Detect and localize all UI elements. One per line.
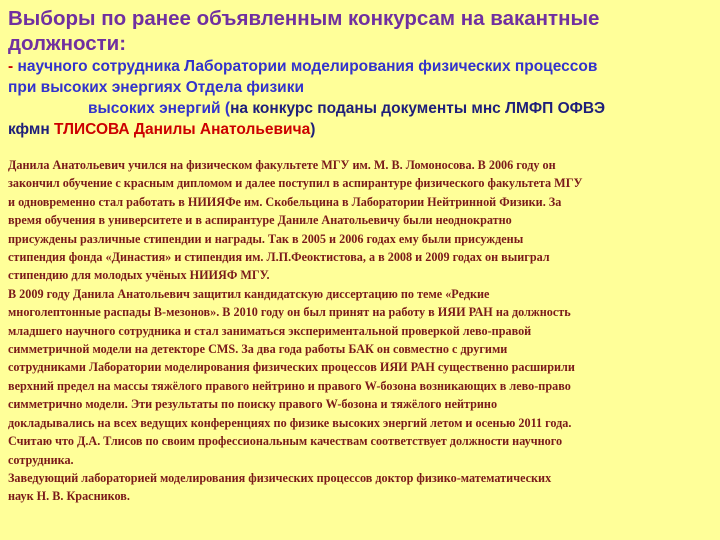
position-line-1: научного сотрудника Лаборатории моделирования физических процессов xyxy=(17,58,598,75)
body-line: докладывались на всех ведущих конференциях по физике высоких энергий летом и осенью 2011 года. xyxy=(8,415,572,430)
body-line: В 2009 году Данила Анатольевич защитил кандидатскую диссертацию по теме «Редкие xyxy=(8,286,490,301)
closing-paren: ) xyxy=(310,121,316,138)
body-line: и одновременно стал работать в НИИЯФе им. Скобельцина в Лаборатории Нейтринной Физики. За xyxy=(8,194,562,209)
docs-note: на конкурс поданы документы мнс ЛМФП ОФВЭ xyxy=(230,100,606,117)
body-line: симметрично модели. Эти результаты по поиску правого W-бозона и тяжёлого нейтрино xyxy=(8,397,498,412)
position-dash: - xyxy=(8,58,18,75)
body-line: многолептонные распады В-мезонов». В 2010 году он был принят на работу в ИЯИ РАН на должность xyxy=(8,305,571,320)
body-line: присуждены различные стипендии и награды. Так в 2005 и 2006 годах ему были присуждены xyxy=(8,231,524,246)
body-line: симметричной модели на детекторе CMS. За два года работы БАК он совместно с другими xyxy=(8,342,508,357)
spacer xyxy=(8,140,712,156)
candidate-description xyxy=(8,156,712,506)
candidate-name: ТЛИСОВА Данилы Анатольевича xyxy=(54,121,311,138)
body-line: сотрудниками Лаборатории моделирования физических процессов ИЯИ РАН существенно расширили xyxy=(8,360,575,375)
body-line: верхний предел на массы тяжёлого правого нейтрино и правого W-бозона возникающих в лево-право xyxy=(8,378,571,393)
slide-title: Выборы по ранее объявленным конкурсам на вакантные должности: xyxy=(8,7,600,55)
candidate-degree: кфмн xyxy=(8,121,55,138)
body-line: стипендия фонда «Династия» и стипендия им. Л.П.Феоктистова, а в 2008 и 2009 годах он выиграл xyxy=(8,250,550,265)
position-heading xyxy=(8,56,712,140)
body-line: закончил обучение с красным дипломом и далее поступил в аспирантуре физического факультета МГУ xyxy=(8,176,583,191)
body-line: стипендию для молодых учёных НИИЯФ МГУ. xyxy=(8,268,270,283)
body-line: Заведующий лабораторией моделирования физических процессов доктор физико-математических xyxy=(8,470,552,485)
body-line: младшего научного сотрудника и стал заниматься экспериментальной проверкой лево-правой xyxy=(8,323,532,338)
body-line: Данила Анатольевич учился на физическом факультете МГУ им. М. В. Ломоносова. В 2006 году он xyxy=(8,158,556,172)
body-line: сотрудника. xyxy=(8,452,74,467)
body-line: время обучения в университете и в аспирантуре Даниле Анатольевичу были неоднократно xyxy=(8,213,512,228)
body-line: Считаю что Д.А. Тлисов по своим профессиональным качествам соответствует должности научного xyxy=(8,434,563,449)
body-line: наук Н. В. Красников. xyxy=(8,489,130,504)
position-line-2: при высоких энергиях Отдела физики xyxy=(8,79,304,96)
position-line-3: высоких энергий ( xyxy=(88,100,231,117)
